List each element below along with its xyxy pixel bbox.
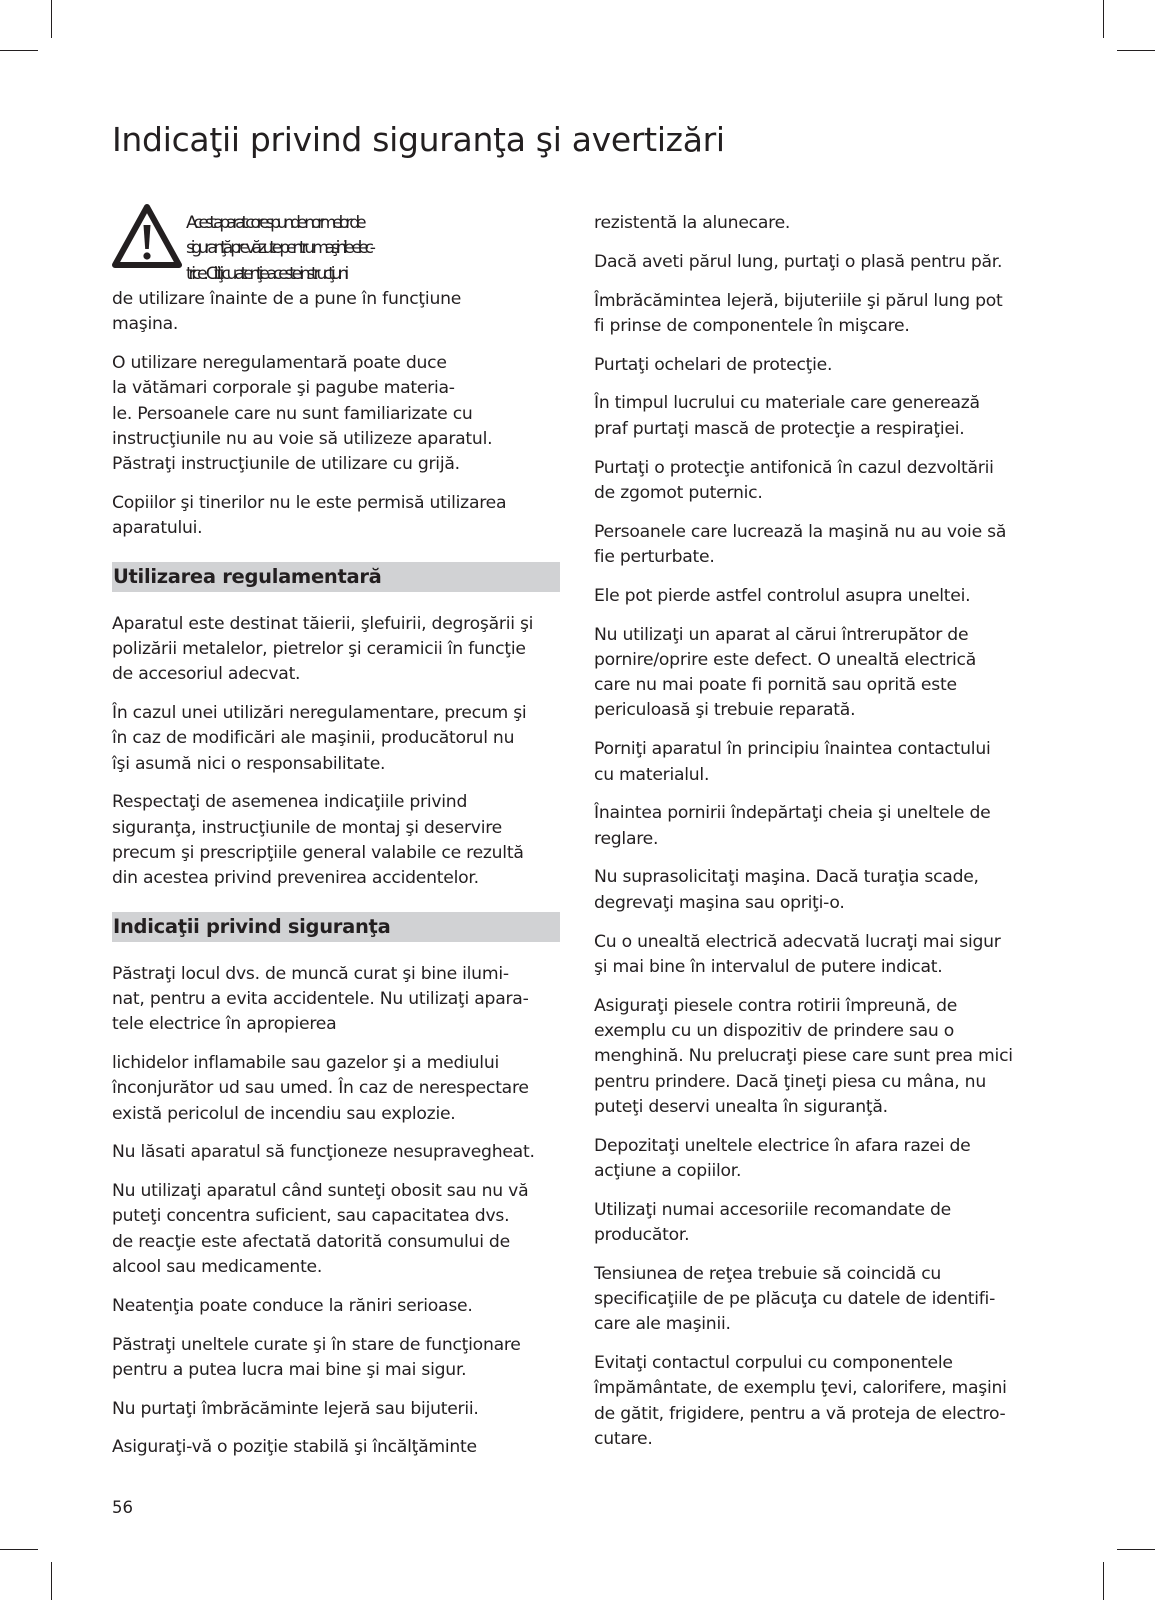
text-line: fi prinse de componentele în mişcare. — [594, 315, 910, 336]
text-line: de zgomot puternic. — [594, 482, 763, 503]
text-line: înconjurător ud sau umed. În caz de nerespectare — [112, 1078, 529, 1099]
page-title: Indicaţii privind siguranţa şi avertizări — [112, 120, 725, 159]
text-line: Neatenţia poate conduce la răniri serioase. — [112, 1295, 473, 1316]
crop-mark — [1117, 50, 1155, 51]
crop-mark — [51, 1562, 52, 1600]
text-line: Cu o unealtă electrică adecvată lucraţi mai sigur — [594, 931, 1001, 952]
text-line: puteţi concentra suficient, sau capacitatea dvs. — [112, 1206, 510, 1227]
crop-mark — [0, 1549, 38, 1550]
text-line: nat, pentru a evita accidentele. Nu utilizaţi apara- — [112, 988, 529, 1009]
text-line: de gătit, frigidere, pentru a vă proteja de electro- — [594, 1403, 1006, 1424]
text-line: În timpul lucrului cu materiale care generează — [594, 393, 980, 414]
text-line: alcool sau medicamente. — [112, 1257, 323, 1277]
text-line: Purtaţi o protecţie antifonică în cazul dezvoltării — [594, 457, 994, 478]
text-line: În cazul unei utilizări neregulamentare, precum şi — [112, 702, 527, 723]
text-line: rezistentă la alunecare. — [594, 213, 791, 233]
paragraph — [594, 930, 1044, 981]
paragraph — [112, 790, 560, 891]
text-line: de reacţie este afectată datorită consumului de — [112, 1231, 510, 1252]
text-line: Persoanele care lucrează la maşină nu au voie să — [594, 521, 1007, 542]
text-line: care ale maşinii. — [594, 1314, 731, 1335]
paragraph — [594, 1198, 1044, 1249]
paragraph-misuse — [112, 351, 560, 477]
text-line: în caz de modificări ale maşinii, producătorul nu — [112, 728, 515, 749]
text-line: Respectaţi de asemenea indicaţiile privind — [112, 792, 468, 813]
text-line: Ele pot pierde astfel controlul asupra uneltei. — [594, 585, 971, 606]
text-line: îşi asumă nici o responsabilitate. — [112, 753, 386, 774]
paragraph — [112, 1397, 560, 1422]
paragraph-children — [112, 491, 560, 542]
text-line: există pericolul de incendiu sau explozie. — [112, 1103, 456, 1124]
text-line: instrucţiunile nu au voie să utilizeze aparatul. — [112, 428, 493, 449]
text-line: maşina. — [112, 314, 179, 335]
text-line: şi mai bine în intervalul de putere indicat. — [594, 956, 943, 977]
text-line: Dacă aveti părul lung, purtaţi o plasă pentru păr. — [594, 251, 1003, 272]
text-line: Păstraţi locul dvs. de muncă curat şi bine ilumi- — [112, 963, 509, 984]
paragraph — [594, 737, 1044, 788]
text-line: specificaţiile de pe plăcuţa cu datele de identifi- — [594, 1289, 996, 1310]
paragraph — [594, 1351, 1044, 1452]
text-line: tele electrice în apropierea — [112, 1014, 337, 1035]
paragraph — [594, 353, 1044, 378]
text-line: care nu mai poate fi pornită sau oprită este — [594, 675, 957, 696]
text-line: Nu suprasolicitaţi maşina. Dacă turaţia scade, — [594, 867, 979, 888]
section-heading-safety: Indicaţii privind siguranţa — [112, 912, 560, 942]
paragraph — [594, 994, 1044, 1120]
paragraph — [594, 289, 1044, 340]
paragraph — [112, 1051, 560, 1127]
text-line: puteţi deservi unealta în siguranţă. — [594, 1096, 888, 1117]
left-column — [112, 211, 560, 1474]
text-line: Depozitaţi uneltele electrice în afara razei de — [594, 1135, 971, 1156]
paragraph — [594, 456, 1044, 507]
paragraph — [594, 584, 1044, 609]
crop-mark — [1117, 1549, 1155, 1550]
text-line: Nu utilizaţi aparatul când sunteţi obosit sau nu vă — [112, 1181, 529, 1202]
paragraph — [112, 1179, 560, 1280]
paragraph — [112, 1140, 560, 1165]
text-line: de accesoriul adecvat. — [112, 664, 301, 685]
text-line: degrevaţi maşina sau opriţi-o. — [594, 892, 845, 913]
page-number: 56 — [112, 1498, 133, 1517]
text-line: Asiguraţi-vă o poziţie stabilă şi încălţăminte — [112, 1437, 477, 1458]
text-line: Păstraţi uneltele curate şi în stare de funcţionare — [112, 1334, 521, 1355]
text-line: din acestea privind prevenirea accidentelor. — [112, 868, 479, 889]
text-line: Porniţi aparatul în principiu înaintea contactului — [594, 739, 991, 760]
text-line: pornire/oprire este defect. O unealtă electrică — [594, 649, 977, 670]
text-line: la vătămari corporale şi pagube materia- — [112, 378, 455, 399]
text-line: reglare. — [594, 828, 659, 849]
paragraph — [112, 1294, 560, 1319]
text-line: cutare. — [594, 1429, 653, 1450]
paragraph — [594, 1134, 1044, 1185]
paragraph — [594, 623, 1044, 724]
text-line: siguranţă prevăzute pentru maşinile elec- — [186, 238, 372, 259]
paragraph — [594, 865, 1044, 916]
text-line: acţiune a copiilor. — [594, 1160, 742, 1181]
text-line: pentru a putea lucra mai bine şi mai sigur. — [112, 1359, 467, 1380]
text-line: producător. — [594, 1225, 690, 1245]
text-line: Tensiunea de reţea trebuie să coincidă cu — [594, 1263, 942, 1284]
right-column — [594, 211, 1044, 1466]
paragraph — [594, 520, 1044, 571]
crop-mark — [51, 0, 52, 38]
text-line: Nu lăsati aparatul să funcţioneze nesupravegheat. — [112, 1142, 535, 1163]
paragraph — [594, 211, 1044, 236]
text-line: trice. Citiţi cu atenţie aceste instrucţiuni — [186, 263, 346, 284]
paragraph — [112, 701, 560, 777]
text-line: lichidelor inflamabile sau gazelor şi a mediului — [112, 1052, 500, 1073]
paragraph — [594, 250, 1044, 275]
text-line: pentru prindere. Dacă ţineţi piesa cu mâna, nu — [594, 1071, 986, 1092]
text-line: Nu purtaţi îmbrăcăminte lejeră sau bijuterii. — [112, 1398, 479, 1419]
text-line: aparatului. — [112, 518, 203, 539]
paragraph — [112, 612, 560, 688]
paragraph — [594, 391, 1044, 442]
text-line: precum şi prescripţiile general valabile ce rezultă — [112, 842, 524, 863]
text-line: Înaintea pornirii îndepărtaţi cheia şi uneltele de — [594, 803, 991, 824]
text-line: Purtaţi ochelari de protecţie. — [594, 354, 833, 375]
warning-intro — [112, 211, 560, 337]
text-line: Utilizaţi numai accesoriile recomandate de — [594, 1199, 951, 1220]
text-line: praf purtaţi mască de protecţie a respiraţiei. — [594, 418, 965, 439]
text-line: Îmbrăcămintea lejeră, bijuteriile şi părul lung pot — [594, 290, 1003, 311]
text-line: O utilizare neregulamentară poate duce — [112, 352, 447, 373]
section-heading-intended-use: Utilizarea regulamentară — [112, 562, 560, 592]
crop-mark — [0, 50, 38, 51]
paragraph — [112, 1333, 560, 1384]
text-line: exemplu cu un dispozitiv de prindere sau o — [594, 1020, 955, 1041]
text-line: le. Persoanele care nu sunt familiarizate cu — [112, 403, 473, 424]
text-line: Păstraţi instrucţiunile de utilizare cu grijă. — [112, 454, 460, 475]
text-line: Aparatul este destinat tăierii, şlefuirii, degroşării şi — [112, 613, 534, 634]
text-line: de utilizare înainte de a pune în funcţiune — [112, 288, 462, 309]
text-line: siguranţa, instrucţiunile de montaj şi deservire — [112, 817, 502, 838]
text-line: împământate, de exemplu ţevi, calorifere, maşini — [594, 1378, 1007, 1399]
text-line: Nu utilizaţi un aparat al cărui întrerupător de — [594, 624, 969, 645]
warning-triangle-icon — [112, 203, 182, 269]
paragraph — [112, 962, 560, 1038]
paragraph — [594, 1262, 1044, 1338]
crop-mark — [1103, 0, 1104, 38]
text-line: Copiilor şi tinerilor nu le este permisă utilizarea — [112, 492, 507, 513]
paragraph — [594, 801, 1044, 852]
crop-mark — [1103, 1562, 1104, 1600]
text-line: polizării metalelor, pietrelor şi ceramicii în funcţie — [112, 638, 526, 659]
paragraph — [112, 1435, 560, 1460]
text-line: menghină. Nu prelucraţi piese care sunt prea mici — [594, 1046, 1013, 1067]
text-line: Evitaţi contactul corpului cu componentele — [594, 1353, 953, 1374]
text-line: Acest aparat corespunde normelor de — [186, 213, 363, 233]
text-line: fie perturbate. — [594, 546, 715, 567]
text-line: periculoasă şi trebuie reparată. — [594, 700, 856, 721]
text-line: Asiguraţi piesele contra rotirii împreună, de — [594, 995, 958, 1016]
text-line: cu materialul. — [594, 764, 710, 785]
